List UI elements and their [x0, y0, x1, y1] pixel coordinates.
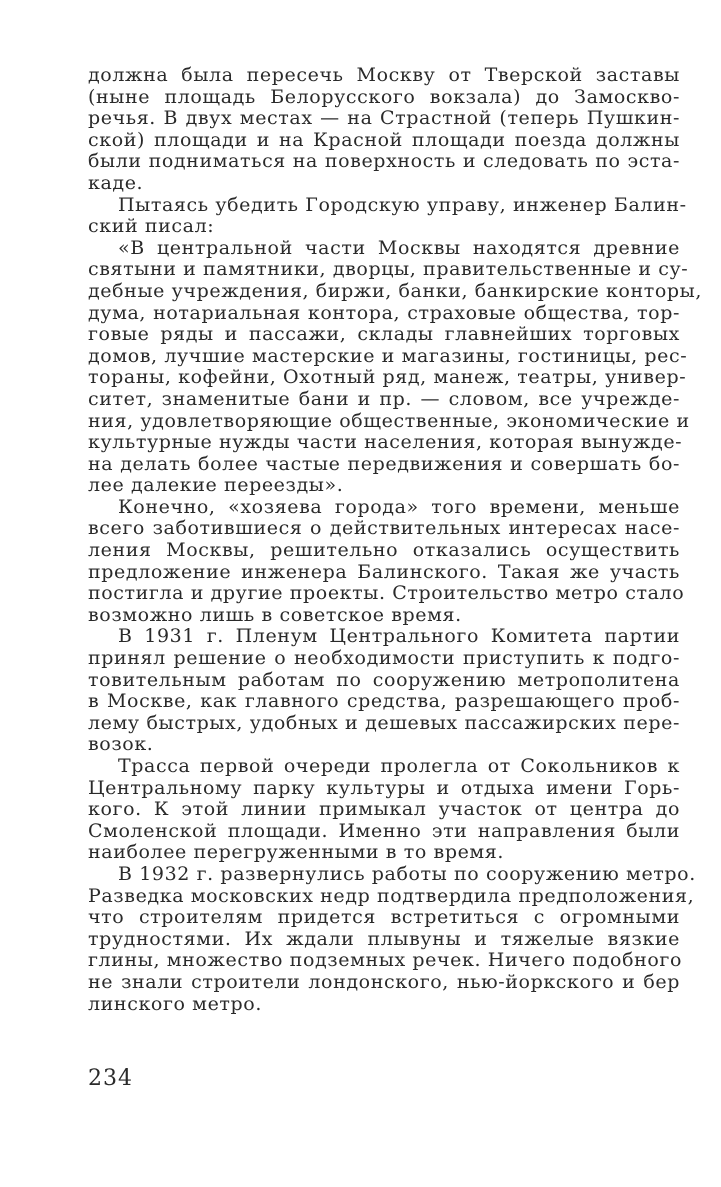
text-line: лее далекие переезды». [88, 474, 344, 497]
paragraph-3-quote [88, 236, 702, 497]
text-line: кого. К этой линии примыкал участок от центра до [88, 798, 680, 821]
text-line: товительным работам по сооружению метрополитена [88, 668, 680, 691]
text-line: Конечно, «хозяева города» того времени, меньше [118, 495, 680, 518]
text-line: возок. [88, 733, 154, 756]
paragraph-4 [88, 495, 685, 627]
text-line: культурные нужды части населения, которая вынужде- [88, 431, 683, 454]
text-line: были подниматься на поверхность и следовать по эста- [88, 150, 680, 173]
text-line: говые ряды и пассажи, склады главнейших торговых [88, 323, 680, 346]
text-line: В 1932 г. развернулись работы по сооружению метро. [118, 862, 696, 885]
paragraph-1 [88, 65, 680, 195]
text-line: возможно лишь в советское время. [88, 603, 462, 626]
text-line: что строителям придется встретиться с огромными [88, 906, 680, 929]
text-line: не знали строители лондонского, нью-йоркского и бер [88, 970, 680, 993]
text-line: дебные учреждения, биржи, банки, банкирские конторы, [88, 279, 702, 302]
paragraph-7 [88, 862, 696, 1015]
paragraph-5 [88, 626, 680, 756]
text-line: ния, удовлетворяющие общественные, экономические и [88, 409, 690, 432]
text-line: ский писал: [88, 215, 215, 238]
text-line: Трасса первой очереди пролегла от Сокольников к [118, 755, 680, 777]
text-line: тораны, кофейни, Охотный ряд, манеж, театры, универ- [88, 366, 687, 389]
text-line: ления Москвы, решительно отказались осуществить [88, 539, 680, 562]
text-line: постигла и другие проекты. Строительство метро стало [88, 582, 685, 605]
text-line: «В центральной части Москвы находятся древние [118, 236, 680, 259]
text-line: Центральному парку культуры и отдыха имени Горь- [88, 776, 680, 799]
text-line: трудностями. Их ждали плывуны и тяжелые вязкие [88, 927, 680, 950]
text-line: ситет, знаменитые бани и пр. — словом, все учрежде- [88, 387, 680, 410]
text-line: в Москве, как главного средства, разрешающего проб- [88, 690, 680, 713]
text-line: домов, лучшие мастерские и магазины, гостиницы, рес- [88, 344, 688, 367]
text-line: глины, множество подземных речек. Ничего подобного [88, 949, 683, 972]
text-line: Смоленской площади. Именно эти направления были [88, 819, 680, 842]
text-line: лему быстрых, удобных и дешевых пассажирских пере- [88, 711, 680, 734]
text-line: всего заботившиеся о действительных интересах насе- [88, 517, 680, 540]
page-body [88, 64, 702, 1015]
text-line: принял решение о необходимости приступить к подго- [88, 647, 680, 670]
page-number: 234 [88, 1066, 133, 1091]
text-line: Пытаясь убедить Городскую управу, инженер Балин- [118, 193, 687, 216]
text-line: должна была пересечь Москву от Тверской заставы [88, 64, 680, 86]
text-line: предложение инженера Балинского. Такая же участь [88, 560, 680, 583]
text-line: святыни и памятники, дворцы, правительственные и су- [88, 258, 689, 281]
paragraph-2 [88, 193, 687, 238]
text-line: линского метро. [88, 992, 262, 1015]
text-line: дума, нотариальная контора, страховые общества, тор- [88, 301, 680, 324]
text-line: (ныне площадь Белорусского вокзала) до Замоскво- [88, 85, 680, 108]
text-line: каде. [88, 171, 144, 194]
text-line: речья. В двух местах — на Страстной (теперь Пушкин- [88, 107, 680, 130]
text-line: наиболее перегруженными в то время. [88, 841, 505, 864]
text-line: Разведка московских недр подтвердила предположения, [88, 884, 695, 907]
text-line: В 1931 г. Пленум Центрального Комитета партии [118, 625, 680, 648]
paragraph-6 [88, 756, 680, 864]
text-line: ской) площади и на Красной площади поезда должны [88, 128, 680, 151]
text-line: на делать более частые передвижения и совершать бо- [88, 452, 680, 475]
